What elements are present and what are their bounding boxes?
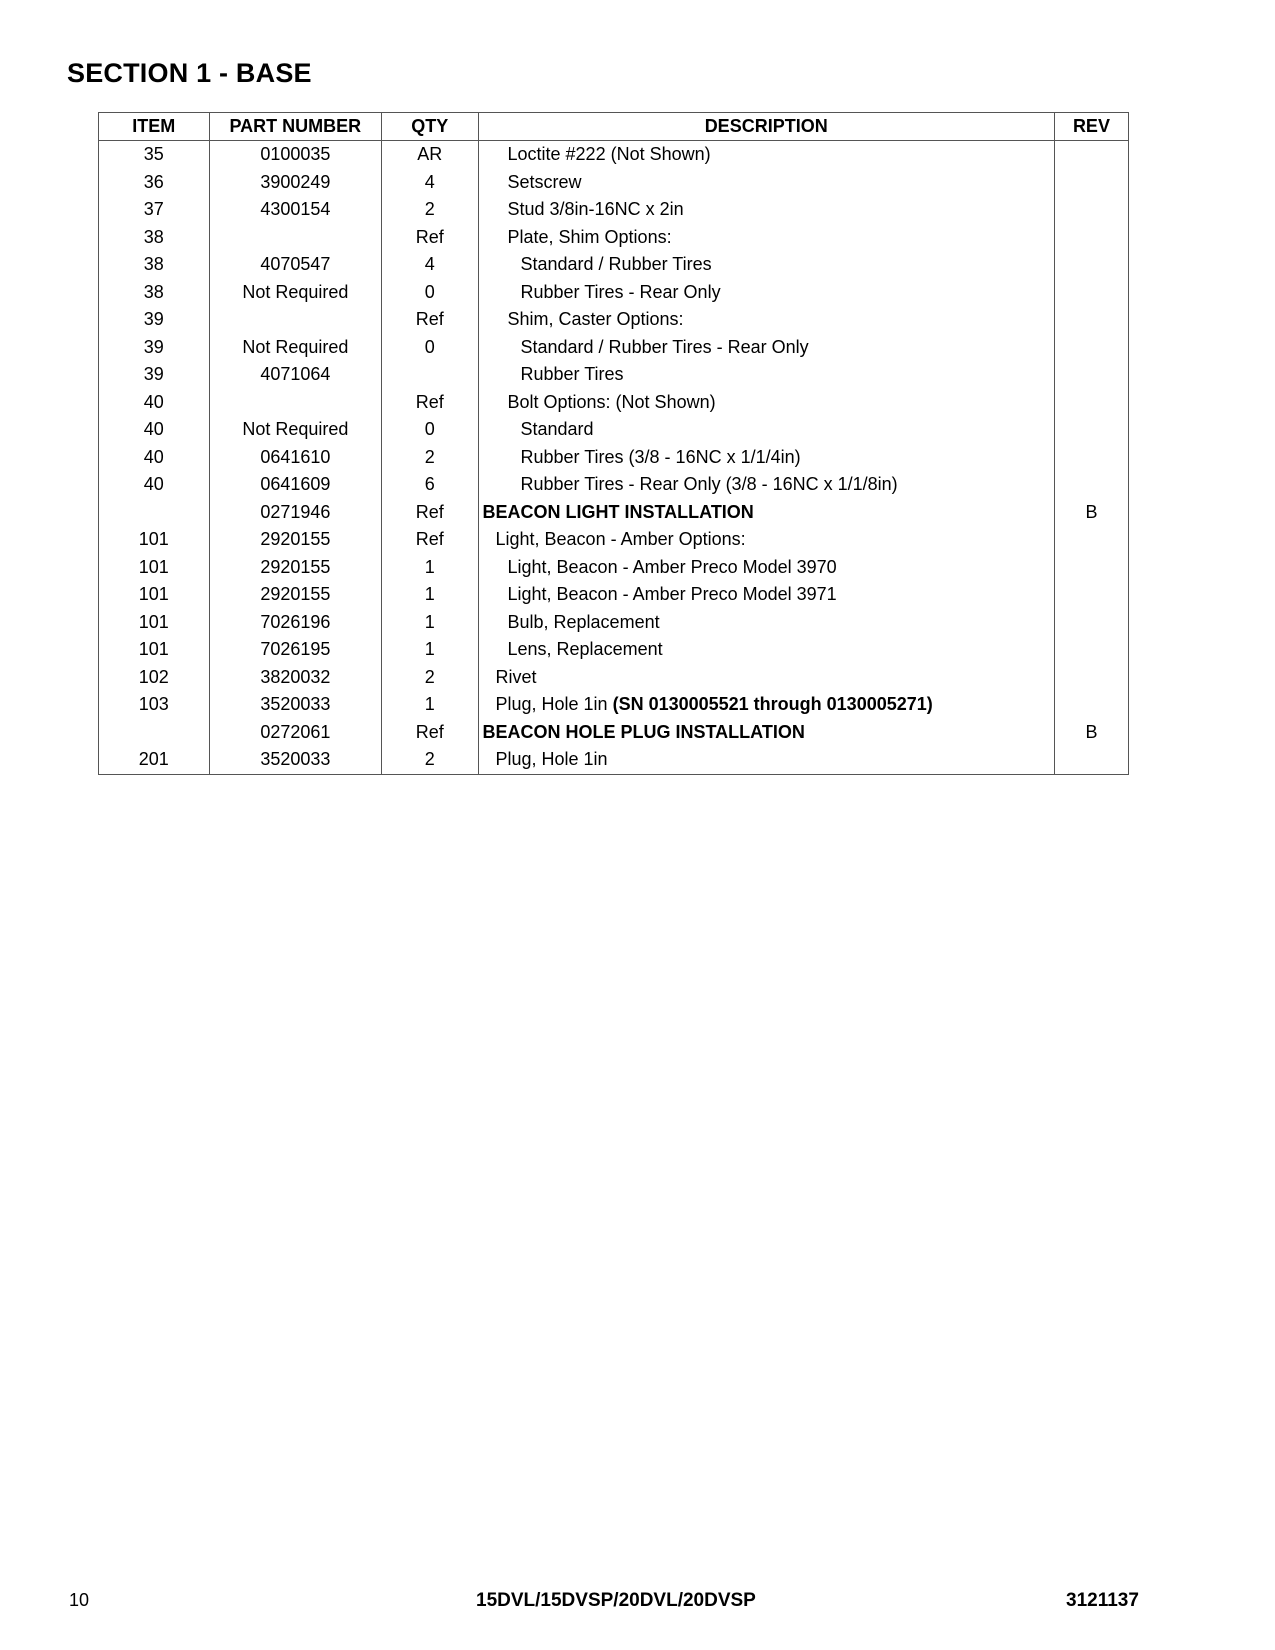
- table-row: [99, 251, 1129, 279]
- rev-cell: [1054, 361, 1128, 389]
- table-row: [99, 746, 1129, 774]
- description-cell: [478, 361, 1054, 389]
- table-row: [99, 499, 1129, 527]
- description-cell: [478, 224, 1054, 252]
- qty-cell: 0: [382, 416, 478, 444]
- item-cell: [99, 719, 210, 747]
- rev-cell: [1054, 609, 1128, 637]
- part-number-cell: 0641609: [209, 471, 382, 499]
- description-text: Light, Beacon - Amber Preco Model 3970: [507, 556, 837, 577]
- section-title: SECTION 1 - BASE: [67, 58, 312, 88]
- description-text: Bulb, Replacement: [507, 611, 660, 632]
- qty-cell: Ref: [382, 389, 478, 417]
- rev-cell: [1054, 169, 1128, 197]
- description-text: Plate, Shim Options:: [507, 226, 672, 247]
- rev-cell: B: [1054, 499, 1128, 527]
- item-cell: 101: [99, 581, 210, 609]
- qty-cell: 2: [382, 664, 478, 692]
- table-row: [99, 224, 1129, 252]
- description-cell: [478, 719, 1054, 747]
- description-text: Loctite #222 (Not Shown): [507, 144, 711, 164]
- description-cell: [478, 444, 1054, 472]
- description-text: BEACON LIGHT INSTALLATION: [482, 501, 754, 522]
- description-text: Standard: [520, 419, 594, 439]
- description-text: Lens, Replacement: [507, 639, 663, 659]
- description-text: Rubber Tires - Rear Only: [520, 281, 721, 302]
- document-number: 3121137: [1066, 1590, 1139, 1611]
- part-number-cell: 3900249: [209, 169, 382, 197]
- part-number-cell: 2920155: [209, 581, 382, 609]
- description-text: Rubber Tires (3/8 - 16NC x 1/1/4in): [520, 446, 801, 467]
- rev-cell: B: [1054, 719, 1128, 747]
- rev-cell: [1054, 416, 1128, 444]
- part-number-cell: 2920155: [209, 554, 382, 582]
- rev-cell: [1054, 196, 1128, 224]
- item-cell: 40: [99, 444, 210, 472]
- table-row: [99, 196, 1129, 224]
- qty-cell: AR: [382, 141, 478, 169]
- description-text: Standard / Rubber Tires: [520, 254, 712, 274]
- part-number-cell: Not Required: [209, 279, 382, 307]
- table-row: [99, 636, 1129, 664]
- item-cell: 40: [99, 471, 210, 499]
- description-cell: [478, 306, 1054, 334]
- part-number-cell: 7026195: [209, 636, 382, 664]
- qty-cell: 4: [382, 251, 478, 279]
- description-text: Rubber Tires: [520, 364, 624, 384]
- item-cell: 101: [99, 609, 210, 637]
- part-number-cell: Not Required: [209, 334, 382, 362]
- table-row: [99, 279, 1129, 307]
- qty-cell: Ref: [382, 499, 478, 527]
- item-cell: 101: [99, 526, 210, 554]
- qty-cell: Ref: [382, 306, 478, 334]
- rev-cell: [1054, 141, 1128, 169]
- part-number-cell: [209, 389, 382, 417]
- qty-cell: Ref: [382, 719, 478, 747]
- item-cell: 40: [99, 416, 210, 444]
- rev-cell: [1054, 664, 1128, 692]
- rev-cell: [1054, 526, 1128, 554]
- table-row: [99, 306, 1129, 334]
- item-cell: 38: [99, 224, 210, 252]
- item-cell: 39: [99, 361, 210, 389]
- part-number-cell: 3820032: [209, 664, 382, 692]
- header-description: DESCRIPTION: [478, 113, 1054, 141]
- description-text: Rivet: [495, 666, 537, 687]
- description-text: Shim, Caster Options:: [507, 309, 684, 329]
- rev-cell: [1054, 691, 1128, 719]
- part-number-cell: [209, 224, 382, 252]
- qty-cell: 1: [382, 636, 478, 664]
- table-row: [99, 691, 1129, 719]
- parts-table-body: [99, 141, 1129, 775]
- rev-cell: [1054, 581, 1128, 609]
- description-cell: [478, 169, 1054, 197]
- description-text: Rubber Tires - Rear Only (3/8 - 16NC x 1/1/8in): [520, 474, 898, 494]
- description-cell: [478, 416, 1054, 444]
- part-number-cell: 0100035: [209, 141, 382, 169]
- qty-cell: 2: [382, 746, 478, 774]
- qty-cell: 1: [382, 581, 478, 609]
- table-row: [99, 471, 1129, 499]
- qty-cell: 1: [382, 691, 478, 719]
- part-number-cell: 0271946: [209, 499, 382, 527]
- item-cell: 40: [99, 389, 210, 417]
- description-cell: [478, 279, 1054, 307]
- rev-cell: [1054, 471, 1128, 499]
- rev-cell: [1054, 306, 1128, 334]
- table-row: [99, 361, 1129, 389]
- table-row: [99, 389, 1129, 417]
- serial-note: (SN 0130005521 through 0130005271): [612, 694, 933, 714]
- description-cell: [478, 499, 1054, 527]
- description-cell: [478, 554, 1054, 582]
- description-text: BEACON HOLE PLUG INSTALLATION: [482, 721, 805, 742]
- part-number-cell: 3520033: [209, 691, 382, 719]
- part-number-cell: 0272061: [209, 719, 382, 747]
- item-cell: 37: [99, 196, 210, 224]
- table-header-row: [99, 113, 1129, 141]
- description-cell: [478, 389, 1054, 417]
- qty-cell: 4: [382, 169, 478, 197]
- part-number-cell: 4071064: [209, 361, 382, 389]
- qty-cell: 1: [382, 609, 478, 637]
- table-row: [99, 664, 1129, 692]
- description-text: Bolt Options: (Not Shown): [507, 391, 716, 412]
- table-row: [99, 169, 1129, 197]
- header-rev: REV: [1054, 113, 1128, 141]
- description-cell: [478, 251, 1054, 279]
- header-qty: QTY: [382, 113, 478, 141]
- qty-cell: 1: [382, 554, 478, 582]
- description-cell: [478, 636, 1054, 664]
- qty-cell: 2: [382, 196, 478, 224]
- item-cell: [99, 499, 210, 527]
- rev-cell: [1054, 554, 1128, 582]
- table-row: [99, 334, 1129, 362]
- qty-cell: Ref: [382, 224, 478, 252]
- header-part-number: PART NUMBER: [209, 113, 382, 141]
- part-number-cell: 3520033: [209, 746, 382, 774]
- description-cell: [478, 334, 1054, 362]
- table-row: [99, 444, 1129, 472]
- description-cell: [478, 581, 1054, 609]
- part-number-cell: 2920155: [209, 526, 382, 554]
- page-number: 10: [69, 1590, 90, 1610]
- description-text: Light, Beacon - Amber Options:: [495, 529, 746, 549]
- qty-cell: [382, 361, 478, 389]
- qty-cell: Ref: [382, 526, 478, 554]
- description-text: Standard / Rubber Tires - Rear Only: [520, 336, 809, 357]
- table-row: [99, 141, 1129, 169]
- description-cell: [478, 196, 1054, 224]
- item-cell: 201: [99, 746, 210, 774]
- table-row: [99, 581, 1129, 609]
- item-cell: 35: [99, 141, 210, 169]
- rev-cell: [1054, 444, 1128, 472]
- table-row: [99, 526, 1129, 554]
- item-cell: 101: [99, 636, 210, 664]
- rev-cell: [1054, 224, 1128, 252]
- description-text: Stud 3/8in-16NC x 2in: [507, 199, 684, 219]
- rev-cell: [1054, 251, 1128, 279]
- table-row: [99, 719, 1129, 747]
- part-number-cell: [209, 306, 382, 334]
- item-cell: 39: [99, 306, 210, 334]
- description-text: Light, Beacon - Amber Preco Model 3971: [507, 584, 837, 604]
- rev-cell: [1054, 636, 1128, 664]
- item-cell: 103: [99, 691, 210, 719]
- part-number-cell: 7026196: [209, 609, 382, 637]
- description-cell: [478, 691, 1054, 719]
- qty-cell: 2: [382, 444, 478, 472]
- part-number-cell: 4070547: [209, 251, 382, 279]
- item-cell: 38: [99, 279, 210, 307]
- item-cell: 102: [99, 664, 210, 692]
- description-cell: [478, 609, 1054, 637]
- rev-cell: [1054, 389, 1128, 417]
- rev-cell: [1054, 334, 1128, 362]
- description-cell: [478, 471, 1054, 499]
- description-text: Setscrew: [507, 171, 582, 192]
- table-row: [99, 609, 1129, 637]
- rev-cell: [1054, 279, 1128, 307]
- item-cell: 39: [99, 334, 210, 362]
- model-number: 15DVL/15DVSP/20DVL/20DVSP: [476, 1590, 756, 1611]
- description-text: Plug, Hole 1in: [495, 749, 608, 769]
- part-number-cell: 0641610: [209, 444, 382, 472]
- item-cell: 101: [99, 554, 210, 582]
- description-cell: [478, 141, 1054, 169]
- header-item: ITEM: [99, 113, 210, 141]
- qty-cell: 0: [382, 334, 478, 362]
- parts-table: [98, 112, 1129, 775]
- qty-cell: 6: [382, 471, 478, 499]
- description-cell: [478, 746, 1054, 774]
- item-cell: 38: [99, 251, 210, 279]
- item-cell: 36: [99, 169, 210, 197]
- table-row: [99, 416, 1129, 444]
- rev-cell: [1054, 746, 1128, 774]
- part-number-cell: Not Required: [209, 416, 382, 444]
- description-cell: [478, 664, 1054, 692]
- description-cell: [478, 526, 1054, 554]
- table-row: [99, 554, 1129, 582]
- qty-cell: 0: [382, 279, 478, 307]
- description-text: Plug, Hole 1in: [495, 694, 613, 714]
- part-number-cell: 4300154: [209, 196, 382, 224]
